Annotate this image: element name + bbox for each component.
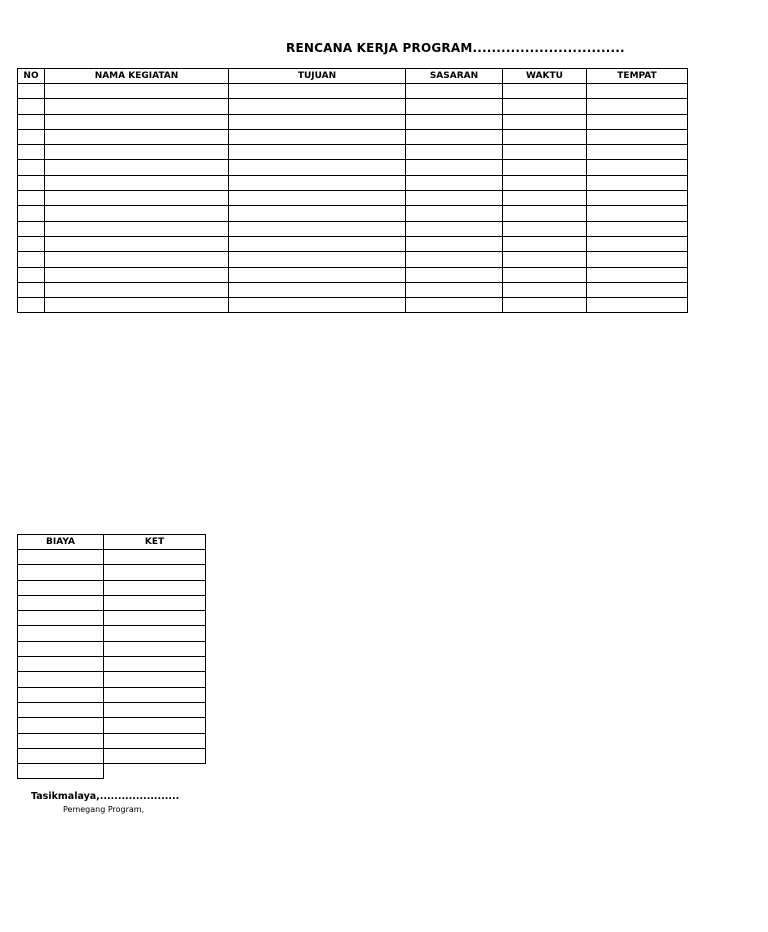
table-cell xyxy=(406,99,503,114)
table-cell xyxy=(104,733,206,748)
table-row xyxy=(18,206,688,221)
table-row xyxy=(18,160,688,175)
table-cell xyxy=(503,99,587,114)
table-cell xyxy=(104,611,206,626)
table-cell xyxy=(503,282,587,297)
table-cell xyxy=(587,99,688,114)
column-header-waktu: WAKTU xyxy=(503,69,587,84)
table-cell xyxy=(18,687,104,702)
column-header-nama-kegiatan: NAMA KEGIATAN xyxy=(45,69,229,84)
table-cell xyxy=(45,99,229,114)
table-cell xyxy=(18,191,45,206)
table-cell xyxy=(587,145,688,160)
signature-role: Pemegang Program, xyxy=(63,805,145,814)
table-cell xyxy=(587,114,688,129)
table-cell xyxy=(229,175,406,190)
table-cell xyxy=(406,84,503,99)
table-cell xyxy=(18,657,104,672)
table-cell xyxy=(104,550,206,565)
table-cell xyxy=(18,764,104,779)
table-cell xyxy=(503,145,587,160)
table-row xyxy=(18,267,688,282)
table-cell xyxy=(18,718,104,733)
table-cell xyxy=(18,175,45,190)
table-cell xyxy=(503,221,587,236)
table-row xyxy=(18,191,688,206)
cost-table xyxy=(17,534,206,779)
column-header-sasaran: SASARAN xyxy=(406,69,503,84)
table-cell xyxy=(45,206,229,221)
table-cell xyxy=(18,129,45,144)
table-cell xyxy=(503,84,587,99)
table-row xyxy=(18,687,206,702)
table-cell xyxy=(45,252,229,267)
table-row xyxy=(18,764,206,779)
table-cell xyxy=(229,191,406,206)
table-cell xyxy=(406,252,503,267)
table-row xyxy=(18,175,688,190)
table-cell xyxy=(503,298,587,313)
column-header-no: NO xyxy=(18,69,45,84)
table-cell xyxy=(587,160,688,175)
table-cell xyxy=(104,672,206,687)
table-row xyxy=(18,298,688,313)
table-cell xyxy=(18,160,45,175)
table-cell xyxy=(587,236,688,251)
table-cell xyxy=(229,99,406,114)
table-cell xyxy=(406,206,503,221)
table-cell xyxy=(104,764,206,779)
table-cell xyxy=(18,221,45,236)
table-row xyxy=(18,99,688,114)
table-cell xyxy=(406,129,503,144)
column-header-tempat: TEMPAT xyxy=(587,69,688,84)
table-row xyxy=(18,145,688,160)
table-cell xyxy=(229,114,406,129)
table-cell xyxy=(45,298,229,313)
signature-place-date: Tasikmalaya,...................... xyxy=(31,791,180,802)
table-cell xyxy=(45,145,229,160)
table-row xyxy=(18,702,206,717)
table-row xyxy=(18,236,688,251)
table-cell xyxy=(503,175,587,190)
table-cell xyxy=(104,626,206,641)
table-cell xyxy=(104,687,206,702)
table-cell xyxy=(18,595,104,610)
table-row xyxy=(18,641,206,656)
table-row xyxy=(18,282,688,297)
table-cell xyxy=(587,267,688,282)
table-cell xyxy=(18,99,45,114)
table-cell xyxy=(587,175,688,190)
table-cell xyxy=(45,84,229,99)
table-cell xyxy=(229,160,406,175)
table-cell xyxy=(229,129,406,144)
table-cell xyxy=(104,657,206,672)
table-cell xyxy=(229,84,406,99)
table-cell xyxy=(503,206,587,221)
table-row xyxy=(18,221,688,236)
table-cell xyxy=(587,282,688,297)
table-cell xyxy=(229,206,406,221)
table-cell xyxy=(229,145,406,160)
table-cell xyxy=(503,236,587,251)
table-row xyxy=(18,129,688,144)
table-cell xyxy=(229,236,406,251)
table-row xyxy=(18,657,206,672)
table-cell xyxy=(229,282,406,297)
table-cell xyxy=(406,160,503,175)
table-row xyxy=(18,252,688,267)
table-cell xyxy=(45,221,229,236)
table-cell xyxy=(18,626,104,641)
table-cell xyxy=(406,267,503,282)
table-cell xyxy=(406,236,503,251)
table-row xyxy=(18,672,206,687)
table-cell xyxy=(104,565,206,580)
table-cell xyxy=(18,580,104,595)
table-cell xyxy=(18,206,45,221)
table-cell xyxy=(18,252,45,267)
column-header-tujuan: TUJUAN xyxy=(229,69,406,84)
table-row xyxy=(18,611,206,626)
table-cell xyxy=(18,641,104,656)
table-row xyxy=(18,84,688,99)
table-cell xyxy=(45,236,229,251)
table-row xyxy=(18,718,206,733)
table-cell xyxy=(45,114,229,129)
table-cell xyxy=(18,84,45,99)
table-cell xyxy=(406,221,503,236)
table-cell xyxy=(18,236,45,251)
table-cell xyxy=(104,702,206,717)
table-row xyxy=(18,580,206,595)
table-row xyxy=(18,748,206,763)
table-cell xyxy=(18,282,45,297)
table-cell xyxy=(229,252,406,267)
table-cell xyxy=(45,282,229,297)
table-cell xyxy=(104,595,206,610)
column-header-biaya: BIAYA xyxy=(18,535,104,550)
table-cell xyxy=(45,129,229,144)
table-cell xyxy=(406,191,503,206)
table-row xyxy=(18,550,206,565)
table-cell xyxy=(18,267,45,282)
table-cell xyxy=(587,191,688,206)
table-cell xyxy=(587,129,688,144)
table-cell xyxy=(406,175,503,190)
table-cell xyxy=(503,191,587,206)
table-cell xyxy=(104,641,206,656)
table-cell xyxy=(18,748,104,763)
table-row xyxy=(18,595,206,610)
table-cell xyxy=(18,550,104,565)
table-row xyxy=(18,626,206,641)
table-cell xyxy=(503,160,587,175)
table-cell xyxy=(503,114,587,129)
table-cell xyxy=(587,84,688,99)
table-header-row xyxy=(18,535,206,550)
table-cell xyxy=(18,145,45,160)
table-cell xyxy=(406,298,503,313)
program-plan-table xyxy=(17,68,688,313)
table-cell xyxy=(18,702,104,717)
table-cell xyxy=(406,145,503,160)
table-cell xyxy=(104,718,206,733)
table-cell xyxy=(18,298,45,313)
table-cell xyxy=(18,114,45,129)
table-cell xyxy=(104,748,206,763)
document-title: RENCANA KERJA PROGRAM................................ xyxy=(286,41,625,55)
table-cell xyxy=(406,282,503,297)
table-row xyxy=(18,733,206,748)
table-cell xyxy=(587,206,688,221)
table-row xyxy=(18,565,206,580)
table-row xyxy=(18,114,688,129)
table-cell xyxy=(45,175,229,190)
table-cell xyxy=(45,267,229,282)
table-cell xyxy=(18,672,104,687)
table-cell xyxy=(104,580,206,595)
table-cell xyxy=(406,114,503,129)
column-header-ket: KET xyxy=(104,535,206,550)
table-cell xyxy=(503,267,587,282)
table-cell xyxy=(587,298,688,313)
table-cell xyxy=(587,252,688,267)
table-cell xyxy=(587,221,688,236)
table-cell xyxy=(45,160,229,175)
table-cell xyxy=(229,267,406,282)
table-cell xyxy=(18,733,104,748)
table-cell xyxy=(503,129,587,144)
table-cell xyxy=(229,221,406,236)
table-cell xyxy=(18,565,104,580)
table-cell xyxy=(18,611,104,626)
table-cell xyxy=(503,252,587,267)
table-cell xyxy=(229,298,406,313)
table-cell xyxy=(45,191,229,206)
table-header-row xyxy=(18,69,688,84)
